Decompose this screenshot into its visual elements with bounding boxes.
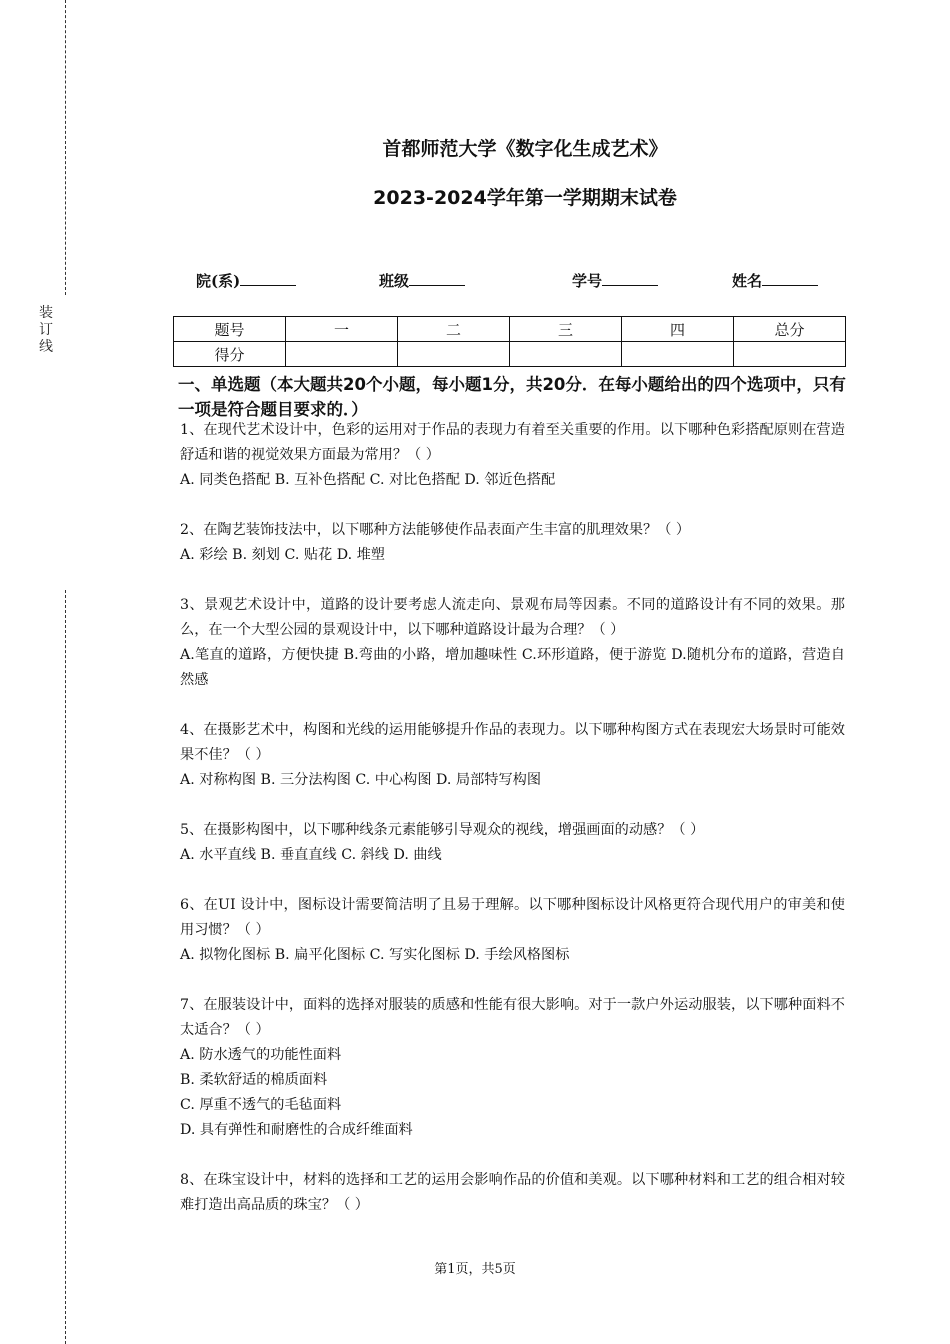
question-options: A. 水平直线 B. 垂直直线 C. 斜线 D. 曲线 — [180, 847, 442, 863]
info-name — [732, 270, 818, 291]
info-class-label: 班级 — [379, 272, 410, 290]
question-options: D. 具有弹性和耐磨性的合成纤维面料 — [180, 1122, 413, 1138]
info-name-blank — [762, 271, 818, 286]
score-cell — [286, 342, 398, 367]
question-options: A. 彩绘 B. 刻划 C. 贴花 D. 堆塑 — [180, 547, 385, 563]
score-row-label: 得分 — [174, 342, 286, 367]
question-item — [180, 518, 845, 568]
question-options: A.笔直的道路，方便快捷 B.弯曲的小路，增加趣味性 C.环形道路，便于游览 D.随机分布的道路，营造自然感 — [180, 647, 845, 688]
question-options: A. 拟物化图标 B. 扁平化图标 C. 写实化图标 D. 手绘风格图标 — [180, 947, 570, 963]
question-item — [180, 993, 845, 1143]
question-text: 6、在UI 设计中，图标设计需要简洁明了且易于理解。以下哪种图标设计风格更符合现代用户的审美和使用习惯？（ ） — [180, 897, 845, 938]
exam-title-line2: 2023-2024学年第一学期期末试卷 — [373, 187, 677, 209]
info-student-id-blank — [602, 271, 658, 286]
question-options: A. 对称构图 B. 三分法构图 C. 中心构图 D. 局部特写构图 — [180, 772, 542, 788]
binding-line-top — [65, 0, 66, 295]
question-options: A. 同类色搭配 B. 互补色搭配 C. 对比色搭配 D. 邻近色搭配 — [180, 472, 556, 488]
section-title: 一、单选题（本大题共20个小题，每小题1分，共20分．在每小题给出的四个选项中，只有一项是符合题目要求的．） — [178, 375, 846, 419]
question-text: 3、景观艺术设计中，道路的设计要考虑人流走向、景观布局等因素。不同的道路设计有不同的效果。那么，在一个大型公园的景观设计中，以下哪种道路设计最为合理？（ ） — [180, 597, 845, 638]
info-college-label: 院(系) — [196, 272, 241, 290]
info-college-blank — [240, 271, 296, 286]
score-table-header-row — [174, 317, 846, 342]
question-text: 4、在摄影艺术中，构图和光线的运用能够提升作品的表现力。以下哪种构图方式在表现宏大场景时可能效果不佳？（ ） — [180, 722, 845, 763]
info-class — [379, 270, 465, 291]
score-header-cell: 二 — [398, 317, 510, 342]
question-text: 8、在珠宝设计中，材料的选择和工艺的运用会影响作品的价值和美观。以下哪种材料和工艺的组合相对较难打造出高品质的珠宝？（ ） — [180, 1172, 845, 1213]
question-text: 2、在陶艺装饰技法中，以下哪种方法能够使作品表面产生丰富的肌理效果？（ ） — [180, 522, 691, 538]
question-item — [180, 893, 845, 968]
score-cell — [734, 342, 846, 367]
score-cell — [622, 342, 734, 367]
info-student-id — [572, 270, 658, 291]
score-cell — [398, 342, 510, 367]
info-college — [196, 270, 296, 291]
score-table-score-row — [174, 342, 846, 367]
page-footer: 第1页，共5页 — [434, 1262, 516, 1277]
binding-line-bottom — [65, 590, 66, 1344]
question-list — [180, 418, 845, 1243]
question-text: 7、在服装设计中，面料的选择对服装的质感和性能有很大影响。对于一款户外运动服装，以下哪种面料不太适合？（ ） — [180, 997, 845, 1038]
binding-label: 装订线 — [39, 305, 53, 355]
info-class-blank — [409, 271, 465, 286]
question-item — [180, 593, 845, 693]
question-text: 5、在摄影构图中，以下哪种线条元素能够引导观众的视线，增强画面的动感？（ ） — [180, 822, 705, 838]
question-item — [180, 1168, 845, 1218]
score-header-cell: 题号 — [174, 317, 286, 342]
question-item — [180, 818, 845, 868]
question-options: B. 柔软舒适的棉质面料 — [180, 1072, 328, 1088]
score-header-cell: 四 — [622, 317, 734, 342]
question-text: 1、在现代艺术设计中，色彩的运用对于作品的表现力有着至关重要的作用。以下哪种色彩搭配原则在营造舒适和谐的视觉效果方面最为常用？（ ） — [180, 422, 845, 463]
info-name-label: 姓名 — [732, 272, 763, 290]
question-item — [180, 718, 845, 793]
info-student-id-label: 学号 — [572, 272, 603, 290]
exam-title-line1: 首都师范大学《数字化生成艺术》 — [382, 138, 668, 160]
question-item — [180, 418, 845, 493]
score-header-cell: 三 — [510, 317, 622, 342]
score-header-cell: 总分 — [734, 317, 846, 342]
score-table — [173, 316, 846, 367]
question-options: A. 防水透气的功能性面料 — [180, 1047, 342, 1063]
question-options: C. 厚重不透气的毛毡面料 — [180, 1097, 342, 1113]
score-header-cell: 一 — [286, 317, 398, 342]
score-cell — [510, 342, 622, 367]
